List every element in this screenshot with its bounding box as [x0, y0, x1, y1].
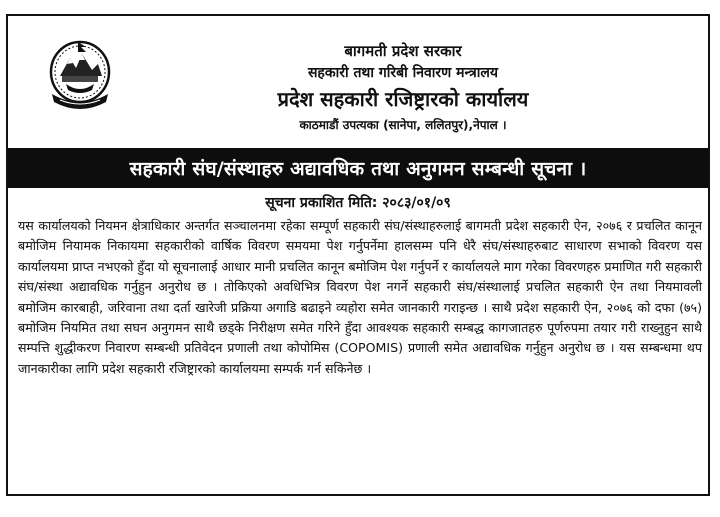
- government-name: बागमती प्रदेश सरकार: [344, 42, 462, 60]
- office-name: प्रदेश सहकारी रजिष्ट्रारको कार्यालय: [277, 87, 529, 111]
- notice-body: यस कार्यालयको नियमन क्षेत्राधिकार अन्तर्गत सञ्चालनमा रहेका सम्पूर्ण सहकारी संघ/संस्थाहरुलाई बागमती प्रदेश सहकारी ऐन, २०७६ र प्रचलित कानून बमोजिम नियामक निकायमा सहकारीको वार्षिक विवरण समयमा पेश गर्नुपर्नेमा हालसम्म पनि धेरै संघ/संस्थाहरुबाट साधारण सभाको विवरण यस कार्यालयमा प्राप्त नभएको हुँदा यो सूचनालाई आधार मानी प्रचलित कानून बमोजिम पेश गर्नुपर्ने र कार्यालयले माग गरेका विवरणहरु प्रमाणित गरी सहकारी संघ/संस्था अद्यावधिक गर्नुहुन अनुरोध छ । तोकिएको अवधिभित्र विवरण पेश नगर्ने सहकारी संघ/संस्थालाई प्रचलित सहकारी ऐन तथा नियमावली बमोजिम कारबाही, जरिवाना तथा दर्ता खारेजी प्रक्रिया अगाडि बढाइने व्यहोरा समेत जानकारी गराइन्छ । साथै प्रदेश सहकारी ऐन, २०७६ को दफा (७५) बमोजिम नियमित तथा सघन अनुगमन साथै छड्के निरीक्षण समेत गरिने हुँदा आवश्यक सहकारी सम्बद्ध कागजातहरु पूर्णरुपमा तयार गरी राख्नुहुन साथै सम्पत्ति शुद्धीकरण निवारण सम्बन्धी प्रतिवेदन प्रणाली तथा कोपोमिस (COPOMIS) प्रणाली समेत अद्यावधिक गर्नुहुन अनुरोध छ । यस सम्बन्धमा थप जानकारीका लागि प्रदेश सहकारी रजिष्ट्रारको कार्यालयमा सम्पर्क गर्न सकिनेछ ।: [18, 218, 702, 376]
- office-header: [188, 40, 618, 136]
- notice-box: [6, 14, 710, 496]
- publication-date: सूचना प्रकाशित मिति: २०८३/०१/०९: [265, 195, 451, 211]
- ministry-name: सहकारी तथा गरिबी निवारण मन्त्रालय: [307, 65, 499, 81]
- notice-title-banner: सहकारी संघ/संस्थाहरु अद्यावधिक तथा अनुगमन सम्बन्धी सूचना ।: [8, 148, 708, 188]
- nepal-emblem-icon: [48, 38, 112, 110]
- office-address: काठमाडौं उपत्यका (सानेपा, ललितपुर),नेपाल ।: [299, 118, 507, 132]
